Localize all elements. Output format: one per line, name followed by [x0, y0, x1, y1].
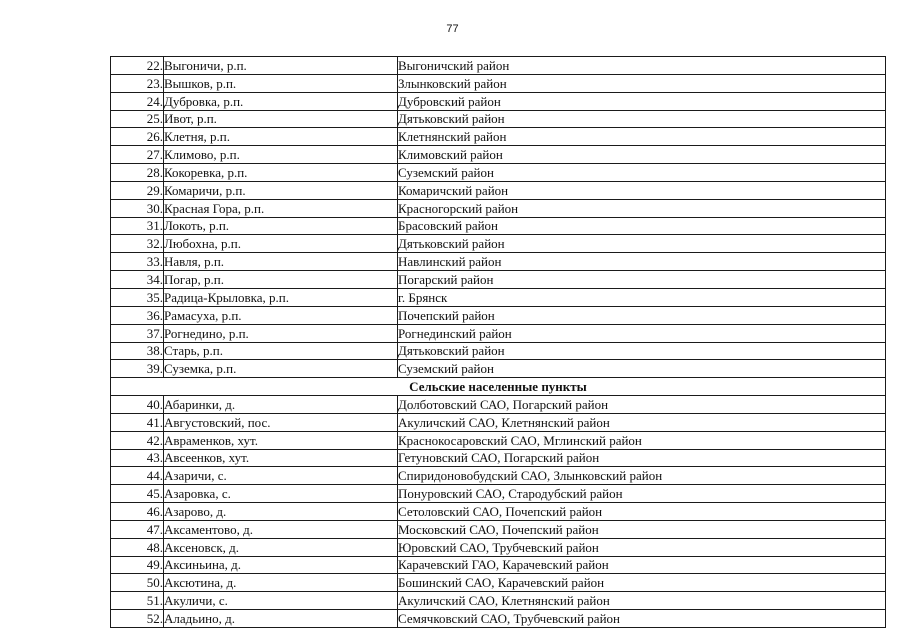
- district-name: Злынковский район: [398, 74, 886, 92]
- row-number: 40.: [111, 396, 164, 414]
- district-name: Сетоловский САО, Почепский район: [398, 503, 886, 521]
- table-body: [111, 57, 886, 628]
- settlement-name: Старь, р.п.: [164, 342, 398, 360]
- table-row: [111, 199, 886, 217]
- district-name: Дубровский район: [398, 92, 886, 110]
- district-name: Семячковский САО, Трубчевский район: [398, 610, 886, 628]
- table-row: [111, 610, 886, 628]
- district-name: Бошинский САО, Карачевский район: [398, 574, 886, 592]
- district-name: Выгоничский район: [398, 57, 886, 75]
- row-number: 32.: [111, 235, 164, 253]
- row-number: 31.: [111, 217, 164, 235]
- district-name: Суземский район: [398, 360, 886, 378]
- district-name: Юровский САО, Трубчевский район: [398, 538, 886, 556]
- settlement-name: Вышков, р.п.: [164, 74, 398, 92]
- table-row: [111, 485, 886, 503]
- table-row: [111, 306, 886, 324]
- settlement-name: Выгоничи, р.п.: [164, 57, 398, 75]
- row-number: 51.: [111, 592, 164, 610]
- row-number: 37.: [111, 324, 164, 342]
- settlement-name: Акуличи, с.: [164, 592, 398, 610]
- table-row: [111, 556, 886, 574]
- row-number: 38.: [111, 342, 164, 360]
- row-number: 43.: [111, 449, 164, 467]
- row-number: 41.: [111, 413, 164, 431]
- row-number: 28.: [111, 164, 164, 182]
- settlement-name: Ивот, р.п.: [164, 110, 398, 128]
- table-row: [111, 503, 886, 521]
- district-name: г. Брянск: [398, 288, 886, 306]
- row-number: 50.: [111, 574, 164, 592]
- district-name: Навлинский район: [398, 253, 886, 271]
- table-row: [111, 413, 886, 431]
- settlement-name: Рогнедино, р.п.: [164, 324, 398, 342]
- settlement-name: Погар, р.п.: [164, 271, 398, 289]
- table-row: [111, 146, 886, 164]
- table-row: [111, 360, 886, 378]
- settlement-name: Аксаментово, д.: [164, 520, 398, 538]
- table-row: [111, 57, 886, 75]
- row-number: 26.: [111, 128, 164, 146]
- row-number: 29.: [111, 181, 164, 199]
- table-row: [111, 288, 886, 306]
- district-name: Клетнянский район: [398, 128, 886, 146]
- table-row: [111, 235, 886, 253]
- settlement-name: Абаринки, д.: [164, 396, 398, 414]
- district-name: Почепский район: [398, 306, 886, 324]
- settlement-name: Авсеенков, хут.: [164, 449, 398, 467]
- district-name: Акуличский САО, Клетнянский район: [398, 592, 886, 610]
- settlement-name: Радица-Крыловка, р.п.: [164, 288, 398, 306]
- row-number: 45.: [111, 485, 164, 503]
- table-row: [111, 271, 886, 289]
- settlements-table: [110, 56, 886, 628]
- settlement-name: Аксеновск, д.: [164, 538, 398, 556]
- row-number: 24.: [111, 92, 164, 110]
- settlement-name: Августовский, пос.: [164, 413, 398, 431]
- table-row: [111, 181, 886, 199]
- district-name: Дятьковский район: [398, 342, 886, 360]
- table-row: [111, 574, 886, 592]
- section-title: Сельские населенные пункты: [111, 378, 886, 396]
- settlement-name: Азаровка, с.: [164, 485, 398, 503]
- settlement-name: Климово, р.п.: [164, 146, 398, 164]
- row-number: 25.: [111, 110, 164, 128]
- district-name: Московский САО, Почепский район: [398, 520, 886, 538]
- row-number: 33.: [111, 253, 164, 271]
- settlement-name: Навля, р.п.: [164, 253, 398, 271]
- row-number: 42.: [111, 431, 164, 449]
- row-number: 27.: [111, 146, 164, 164]
- table-row: [111, 396, 886, 414]
- district-name: Суземский район: [398, 164, 886, 182]
- settlement-name: Азарово, д.: [164, 503, 398, 521]
- district-name: Брасовский район: [398, 217, 886, 235]
- district-name: Комаричский район: [398, 181, 886, 199]
- row-number: 30.: [111, 199, 164, 217]
- table-row: [111, 92, 886, 110]
- settlement-name: Комаричи, р.п.: [164, 181, 398, 199]
- section-row: [111, 378, 886, 396]
- row-number: 48.: [111, 538, 164, 556]
- row-number: 52.: [111, 610, 164, 628]
- settlement-name: Кокоревка, р.п.: [164, 164, 398, 182]
- row-number: 34.: [111, 271, 164, 289]
- settlement-name: Суземка, р.п.: [164, 360, 398, 378]
- district-name: Дятьковский район: [398, 235, 886, 253]
- table-row: [111, 520, 886, 538]
- settlement-name: Локоть, р.п.: [164, 217, 398, 235]
- district-name: Спиридоновобудский САО, Злынковский район: [398, 467, 886, 485]
- row-number: 46.: [111, 503, 164, 521]
- settlement-name: Авраменков, хут.: [164, 431, 398, 449]
- row-number: 36.: [111, 306, 164, 324]
- table-row: [111, 74, 886, 92]
- settlement-name: Красная Гора, р.п.: [164, 199, 398, 217]
- row-number: 39.: [111, 360, 164, 378]
- row-number: 47.: [111, 520, 164, 538]
- settlement-name: Любохна, р.п.: [164, 235, 398, 253]
- row-number: 22.: [111, 57, 164, 75]
- district-name: Понуровский САО, Стародубский район: [398, 485, 886, 503]
- table-row: [111, 342, 886, 360]
- row-number: 49.: [111, 556, 164, 574]
- table-row: [111, 467, 886, 485]
- district-name: Дятьковский район: [398, 110, 886, 128]
- table-row: [111, 128, 886, 146]
- district-name: Карачевский ГАО, Карачевский район: [398, 556, 886, 574]
- settlement-name: Рамасуха, р.п.: [164, 306, 398, 324]
- row-number: 44.: [111, 467, 164, 485]
- table-row: [111, 110, 886, 128]
- table-row: [111, 253, 886, 271]
- settlement-name: Азаричи, с.: [164, 467, 398, 485]
- page-number: 77: [446, 23, 459, 35]
- table-row: [111, 324, 886, 342]
- district-name: Красногорский район: [398, 199, 886, 217]
- settlement-name: Дубровка, р.п.: [164, 92, 398, 110]
- district-name: Гетуновский САО, Погарский район: [398, 449, 886, 467]
- settlement-name: Аксиньина, д.: [164, 556, 398, 574]
- table-row: [111, 592, 886, 610]
- table-row: [111, 217, 886, 235]
- district-name: Краснокосаровский САО, Мглинский район: [398, 431, 886, 449]
- settlement-name: Аксютина, д.: [164, 574, 398, 592]
- table-row: [111, 538, 886, 556]
- row-number: 35.: [111, 288, 164, 306]
- settlement-name: Клетня, р.п.: [164, 128, 398, 146]
- district-name: Долботовский САО, Погарский район: [398, 396, 886, 414]
- row-number: 23.: [111, 74, 164, 92]
- table-row: [111, 431, 886, 449]
- settlement-name: Аладьино, д.: [164, 610, 398, 628]
- district-name: Климовский район: [398, 146, 886, 164]
- district-name: Акуличский САО, Клетнянский район: [398, 413, 886, 431]
- table-row: [111, 164, 886, 182]
- district-name: Погарский район: [398, 271, 886, 289]
- district-name: Рогнединский район: [398, 324, 886, 342]
- table-row: [111, 449, 886, 467]
